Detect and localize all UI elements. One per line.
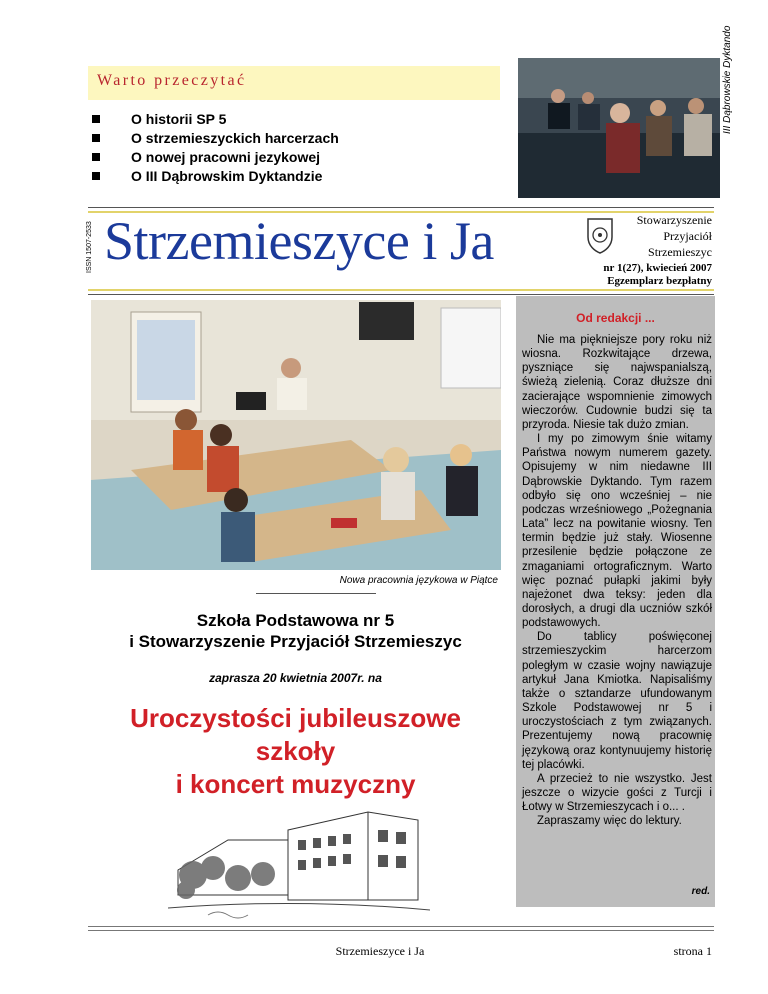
- editorial-paragraph: Do tablicy poświęconej strzemieszyckim harcerzom poległym w czasie wojny nawiązuje artykuł Jana Kmiotka. Napisaliśmy także o sztandarze ufundowanym Szkole Podstawowej nr 5 i uroczystościach z tym związanych. Prezentujemy nową pracownię językową oraz kontynuujemy historię tej placówki.: [522, 631, 712, 771]
- read-box-title: Warto przeczytać: [97, 72, 247, 89]
- footer-title: Strzemieszyce i Ja: [335, 944, 425, 958]
- caption-divider: [256, 593, 376, 594]
- top-photo: [518, 58, 720, 198]
- editorial-paragraph: A przecież to nie wszystko. Jest jeszcze o wizycie gości z Turcji i Łotwy w Strzemieszycach i o... .: [522, 772, 712, 814]
- masthead-rule: [88, 207, 714, 208]
- bullet-icon: [92, 172, 100, 180]
- footer-rule: [88, 926, 714, 927]
- editorial-paragraph: I my po zimowym śnie witamy Państwa nowym numerem gazety. Opisujemy w nim niedawne III Dąbrowskie Dyktando. Tym razem odbyło się ono wcześniej – nie podczas wrześniowego „Pożegnania Lata” lecz na powitanie wiosny. Ten termin będzie już stały. Wiosenne przesilenie będzie połączone ze zmaganiami ortograficznym. Warto więc poznać pułapki jakimi były najeżonet dwa teksy: jeden dla dorosłych, a drugi dla uczniów szkół podstawowych.: [522, 433, 712, 630]
- invitation-organizers: Szkoła Podstawowa nr 5 i Stowarzyszenie Przyjaciół Strzemieszyc: [129, 611, 462, 651]
- main-photo: [91, 300, 501, 570]
- audience-photo-illustration: [518, 58, 720, 198]
- editorial-paragraph: Nie ma piękniejsze pory roku niż wiosna. Rozkwitające drzewa, pyszniące się najwspanialszą, świeżą zielenią. Coraz dłuższe dni zacierające wspomnienie zimowych wieczorów. Cudownie budzi się ta przyroda. Niesie tak dużo zmian.: [522, 334, 712, 431]
- read-list-item: O nowej pracowni jezykowej: [92, 148, 339, 167]
- classroom-photo-illustration: [91, 300, 501, 570]
- masthead-rule: [88, 289, 714, 291]
- issue-info: [578, 262, 712, 288]
- editorial-paragraph: Zapraszamy więc do lektury.: [537, 815, 682, 828]
- footer-rule: [88, 930, 714, 931]
- editorial-signature: red.: [691, 886, 710, 897]
- free-copy-label: Egzemplarz bezpłatny: [607, 275, 712, 287]
- page-number: strona 1: [673, 944, 712, 958]
- association-logo-icon: [580, 215, 620, 255]
- invitation-date-line: zaprasza 20 kwietnia 2007r. na: [209, 671, 382, 685]
- association-name: Stowarzyszenie Przyjaciół Strzemieszyc: [636, 213, 712, 259]
- bullet-icon: [92, 115, 100, 123]
- editorial-title: Od redakcji ...: [576, 311, 655, 325]
- masthead-rule: [88, 294, 714, 295]
- top-photo-caption: III Dąbrowskie Dyktando: [722, 26, 733, 135]
- issn-label: ISSN 1507-2533: [86, 221, 93, 273]
- read-list-item: O strzemieszyckich harcerzach: [92, 129, 339, 148]
- editorial-text: [522, 333, 712, 828]
- read-list: [92, 110, 339, 186]
- read-list-item: O historii SP 5: [92, 110, 339, 129]
- issue-number: nr 1(27), kwiecień 2007: [603, 262, 712, 274]
- invitation-event: Uroczystości jubileuszowe szkoły i koncert muzyczny: [130, 703, 461, 799]
- main-photo-caption: Nowa pracownia językowa w Piątce: [339, 575, 498, 586]
- masthead-title: Strzemieszyce i Ja: [104, 211, 494, 271]
- read-list-item: O III Dąbrowskim Dyktandzie: [92, 167, 339, 186]
- school-building-drawing: [168, 800, 430, 920]
- bullet-icon: [92, 153, 100, 161]
- bullet-icon: [92, 134, 100, 142]
